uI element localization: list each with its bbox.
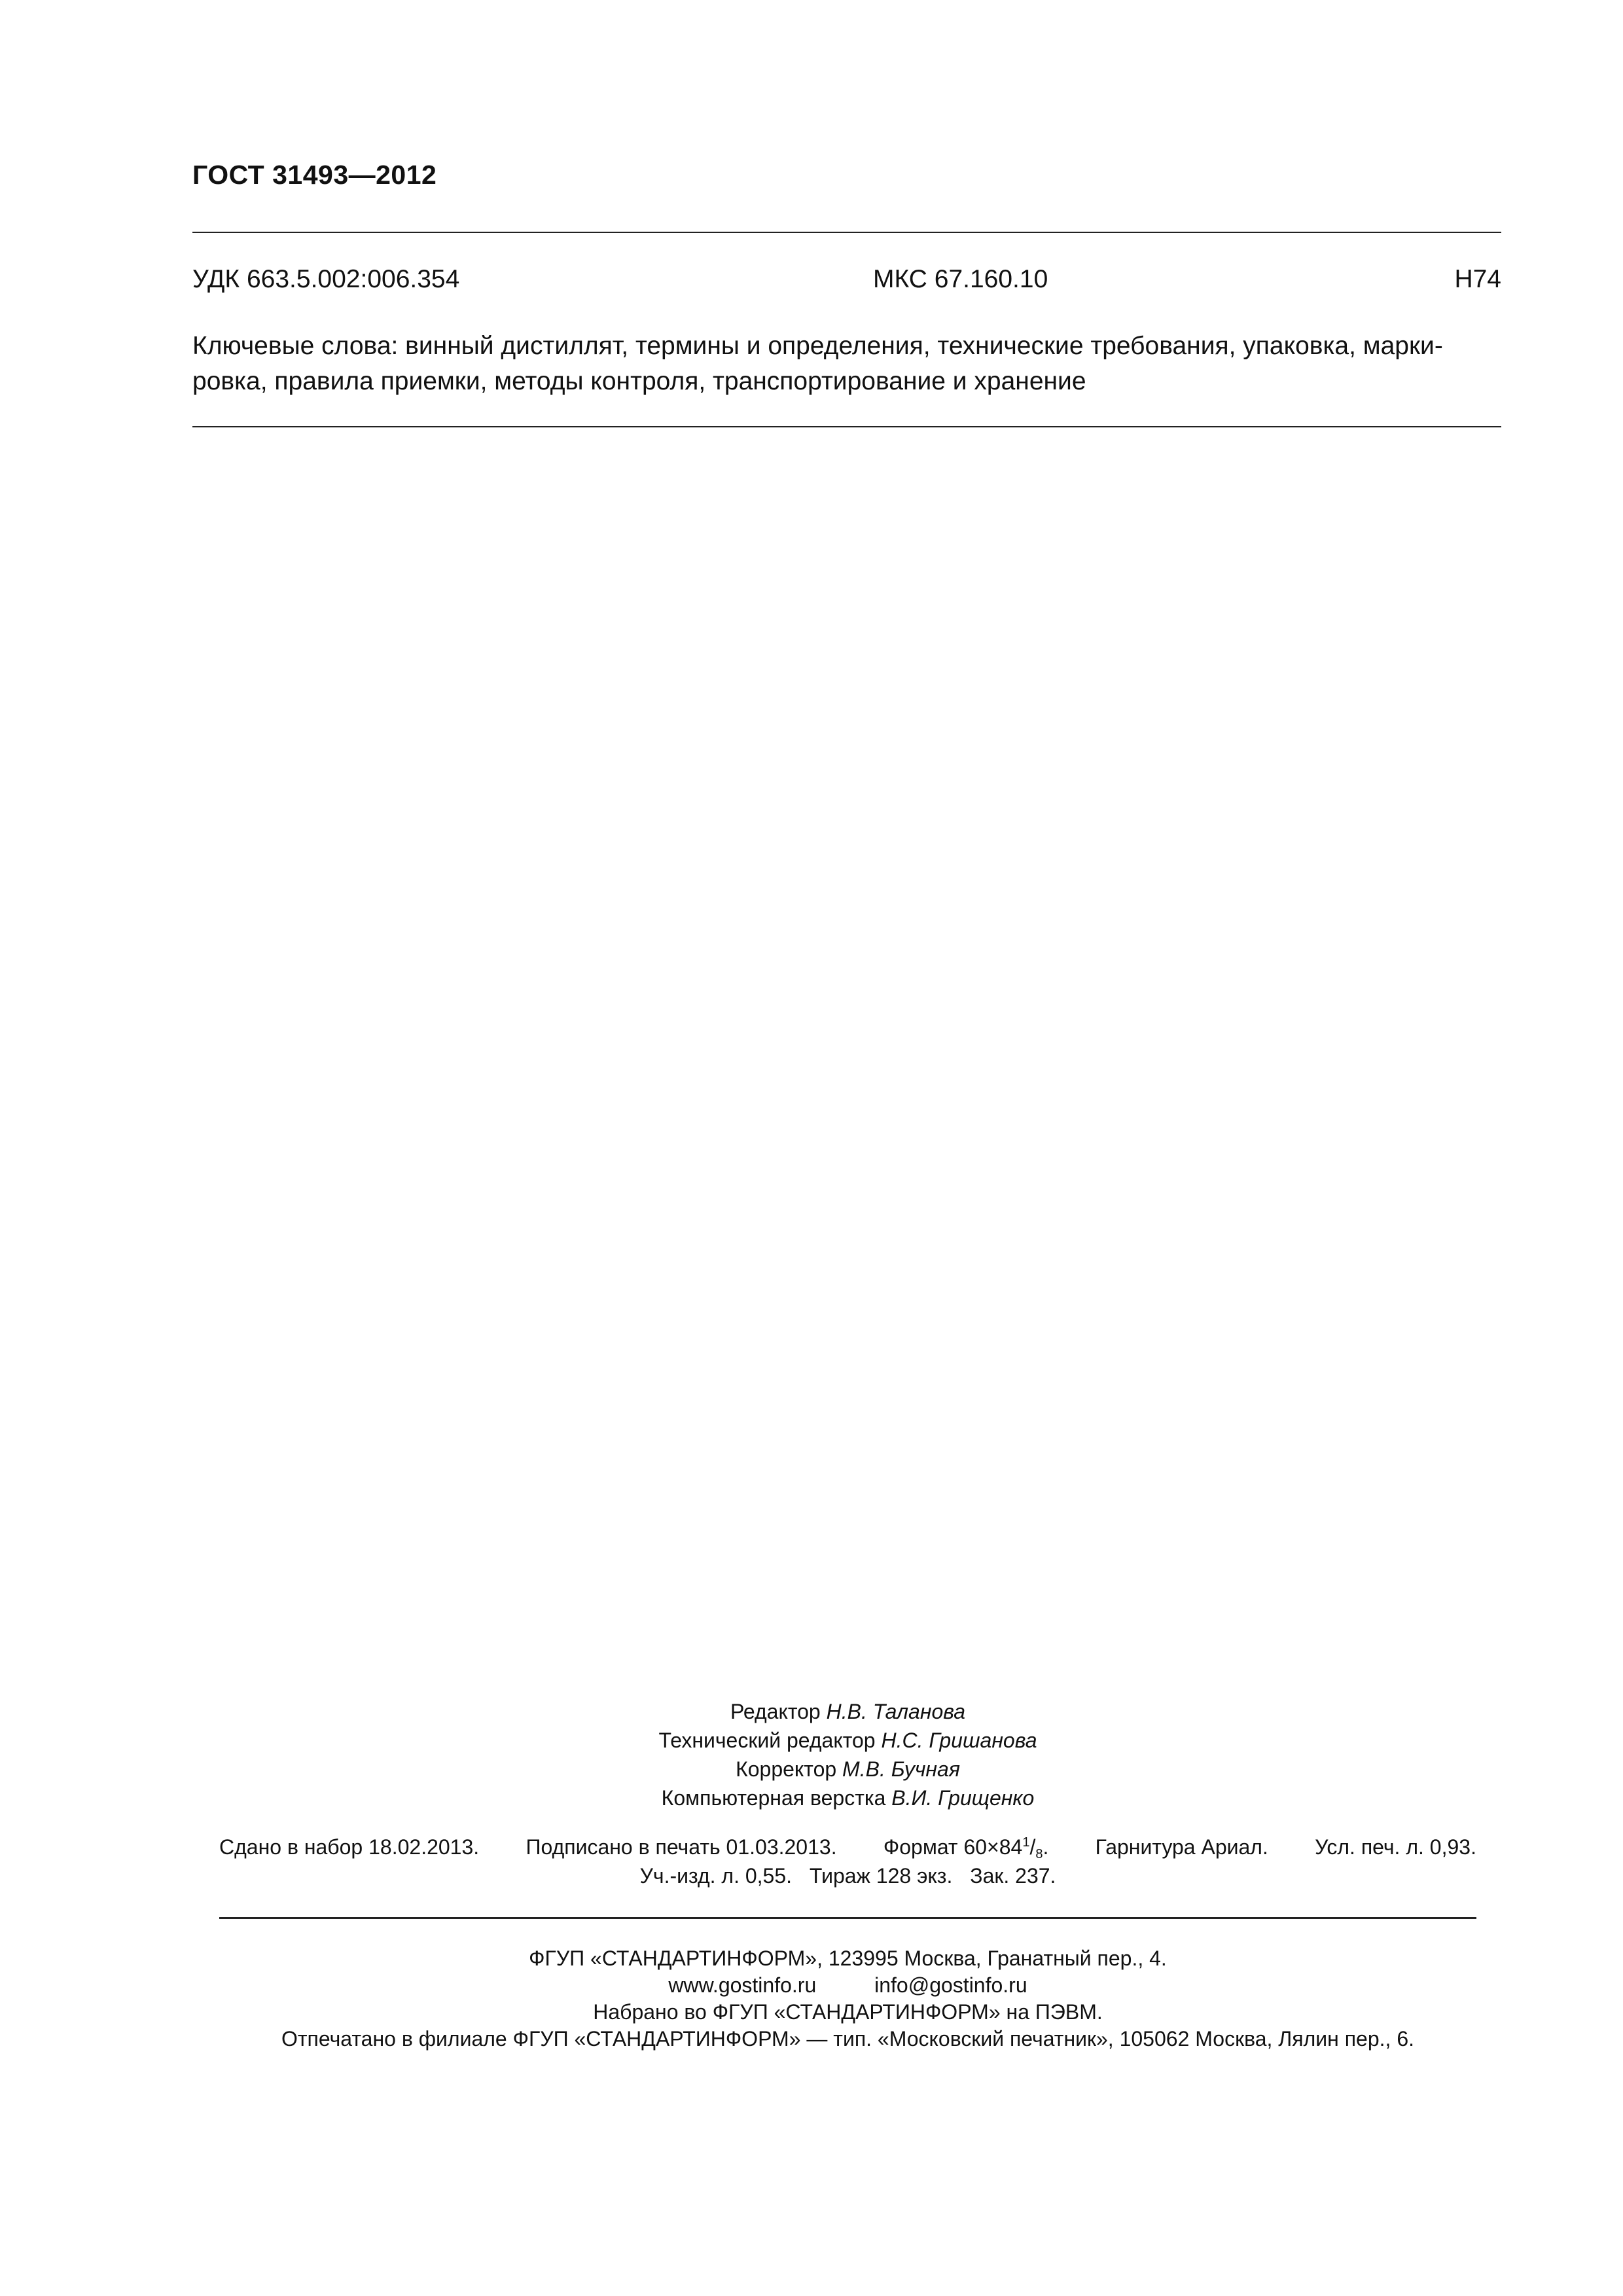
imprint-divider xyxy=(219,1917,1476,1919)
keywords-line-1: Ключевые слова: винный дистиллят, термины и определения, технические требования, упаковка, марки- xyxy=(192,332,1443,360)
classification-row xyxy=(192,265,1501,298)
corrector-name: М.В. Бучная xyxy=(842,1757,960,1781)
signed-date: Подписано в печать 01.03.2013. xyxy=(526,1835,837,1859)
corrector-credit xyxy=(219,1755,1476,1784)
tech-editor-name: Н.С. Гришанова xyxy=(881,1729,1037,1752)
corrector-role: Корректор xyxy=(736,1757,837,1781)
circulation: Тираж 128 экз. xyxy=(809,1864,953,1888)
print-data-line-2 xyxy=(219,1861,1476,1890)
paper-format xyxy=(883,1833,1048,1861)
keywords-divider xyxy=(192,426,1501,427)
format-suffix: . xyxy=(1043,1835,1049,1859)
format-denominator: 8 xyxy=(1035,1847,1043,1861)
publishing-sheets: Уч.-изд. л. 0,55. xyxy=(639,1864,793,1888)
format-prefix: Формат 60×84 xyxy=(883,1835,1023,1859)
submitted-date: Сдано в набор 18.02.2013. xyxy=(219,1835,480,1859)
print-sheets: Усл. печ. л. 0,93. xyxy=(1315,1835,1476,1859)
layout-role: Компьютерная верстка xyxy=(661,1786,886,1810)
order-number: Зак. 237. xyxy=(970,1864,1056,1888)
top-divider xyxy=(192,232,1501,233)
keywords-paragraph xyxy=(192,329,1501,399)
format-slash: / xyxy=(1029,1835,1036,1859)
okstu-code: Н74 xyxy=(1454,265,1501,293)
print-data-line-1 xyxy=(219,1833,1476,1861)
tech-editor-credit xyxy=(219,1726,1476,1755)
typeface: Гарнитура Ариал. xyxy=(1095,1835,1268,1859)
mks-code: МКС 67.160.10 xyxy=(873,265,1048,293)
publisher-imprint xyxy=(219,1945,1476,2053)
udk-code: УДК 663.5.002:006.354 xyxy=(192,265,460,293)
contacts-row xyxy=(219,1972,1476,1999)
standard-number: ГОСТ 31493—2012 xyxy=(192,160,437,190)
layout-name: В.И. Грищенко xyxy=(891,1786,1035,1810)
email-link[interactable]: info@gostinfo.ru xyxy=(874,1973,1027,1997)
editorial-credits xyxy=(219,1697,1476,1812)
print-data xyxy=(219,1833,1476,1890)
keywords-line-2: ровка, правила приемки, методы контроля, транспортирование и хранение xyxy=(192,367,1086,395)
format-numerator: 1 xyxy=(1022,1835,1030,1850)
printed-note: Отпечатано в филиале ФГУП «СТАНДАРТИНФОРМ» — тип. «Московский печатник», 105062 Москва, Лялин пер., 6. xyxy=(281,2027,1414,2051)
layout-credit xyxy=(219,1784,1476,1812)
editor-role: Редактор xyxy=(730,1700,821,1723)
editor-credit xyxy=(219,1697,1476,1726)
editor-name: Н.В. Таланова xyxy=(826,1700,966,1723)
website-link[interactable]: www.gostinfo.ru xyxy=(668,1973,817,1997)
publisher-address: ФГУП «СТАНДАРТИНФОРМ», 123995 Москва, Гранатный пер., 4. xyxy=(529,1946,1167,1970)
tech-editor-role: Технический редактор xyxy=(658,1729,876,1752)
typeset-note: Набрано во ФГУП «СТАНДАРТИНФОРМ» на ПЭВМ. xyxy=(593,2000,1103,2024)
